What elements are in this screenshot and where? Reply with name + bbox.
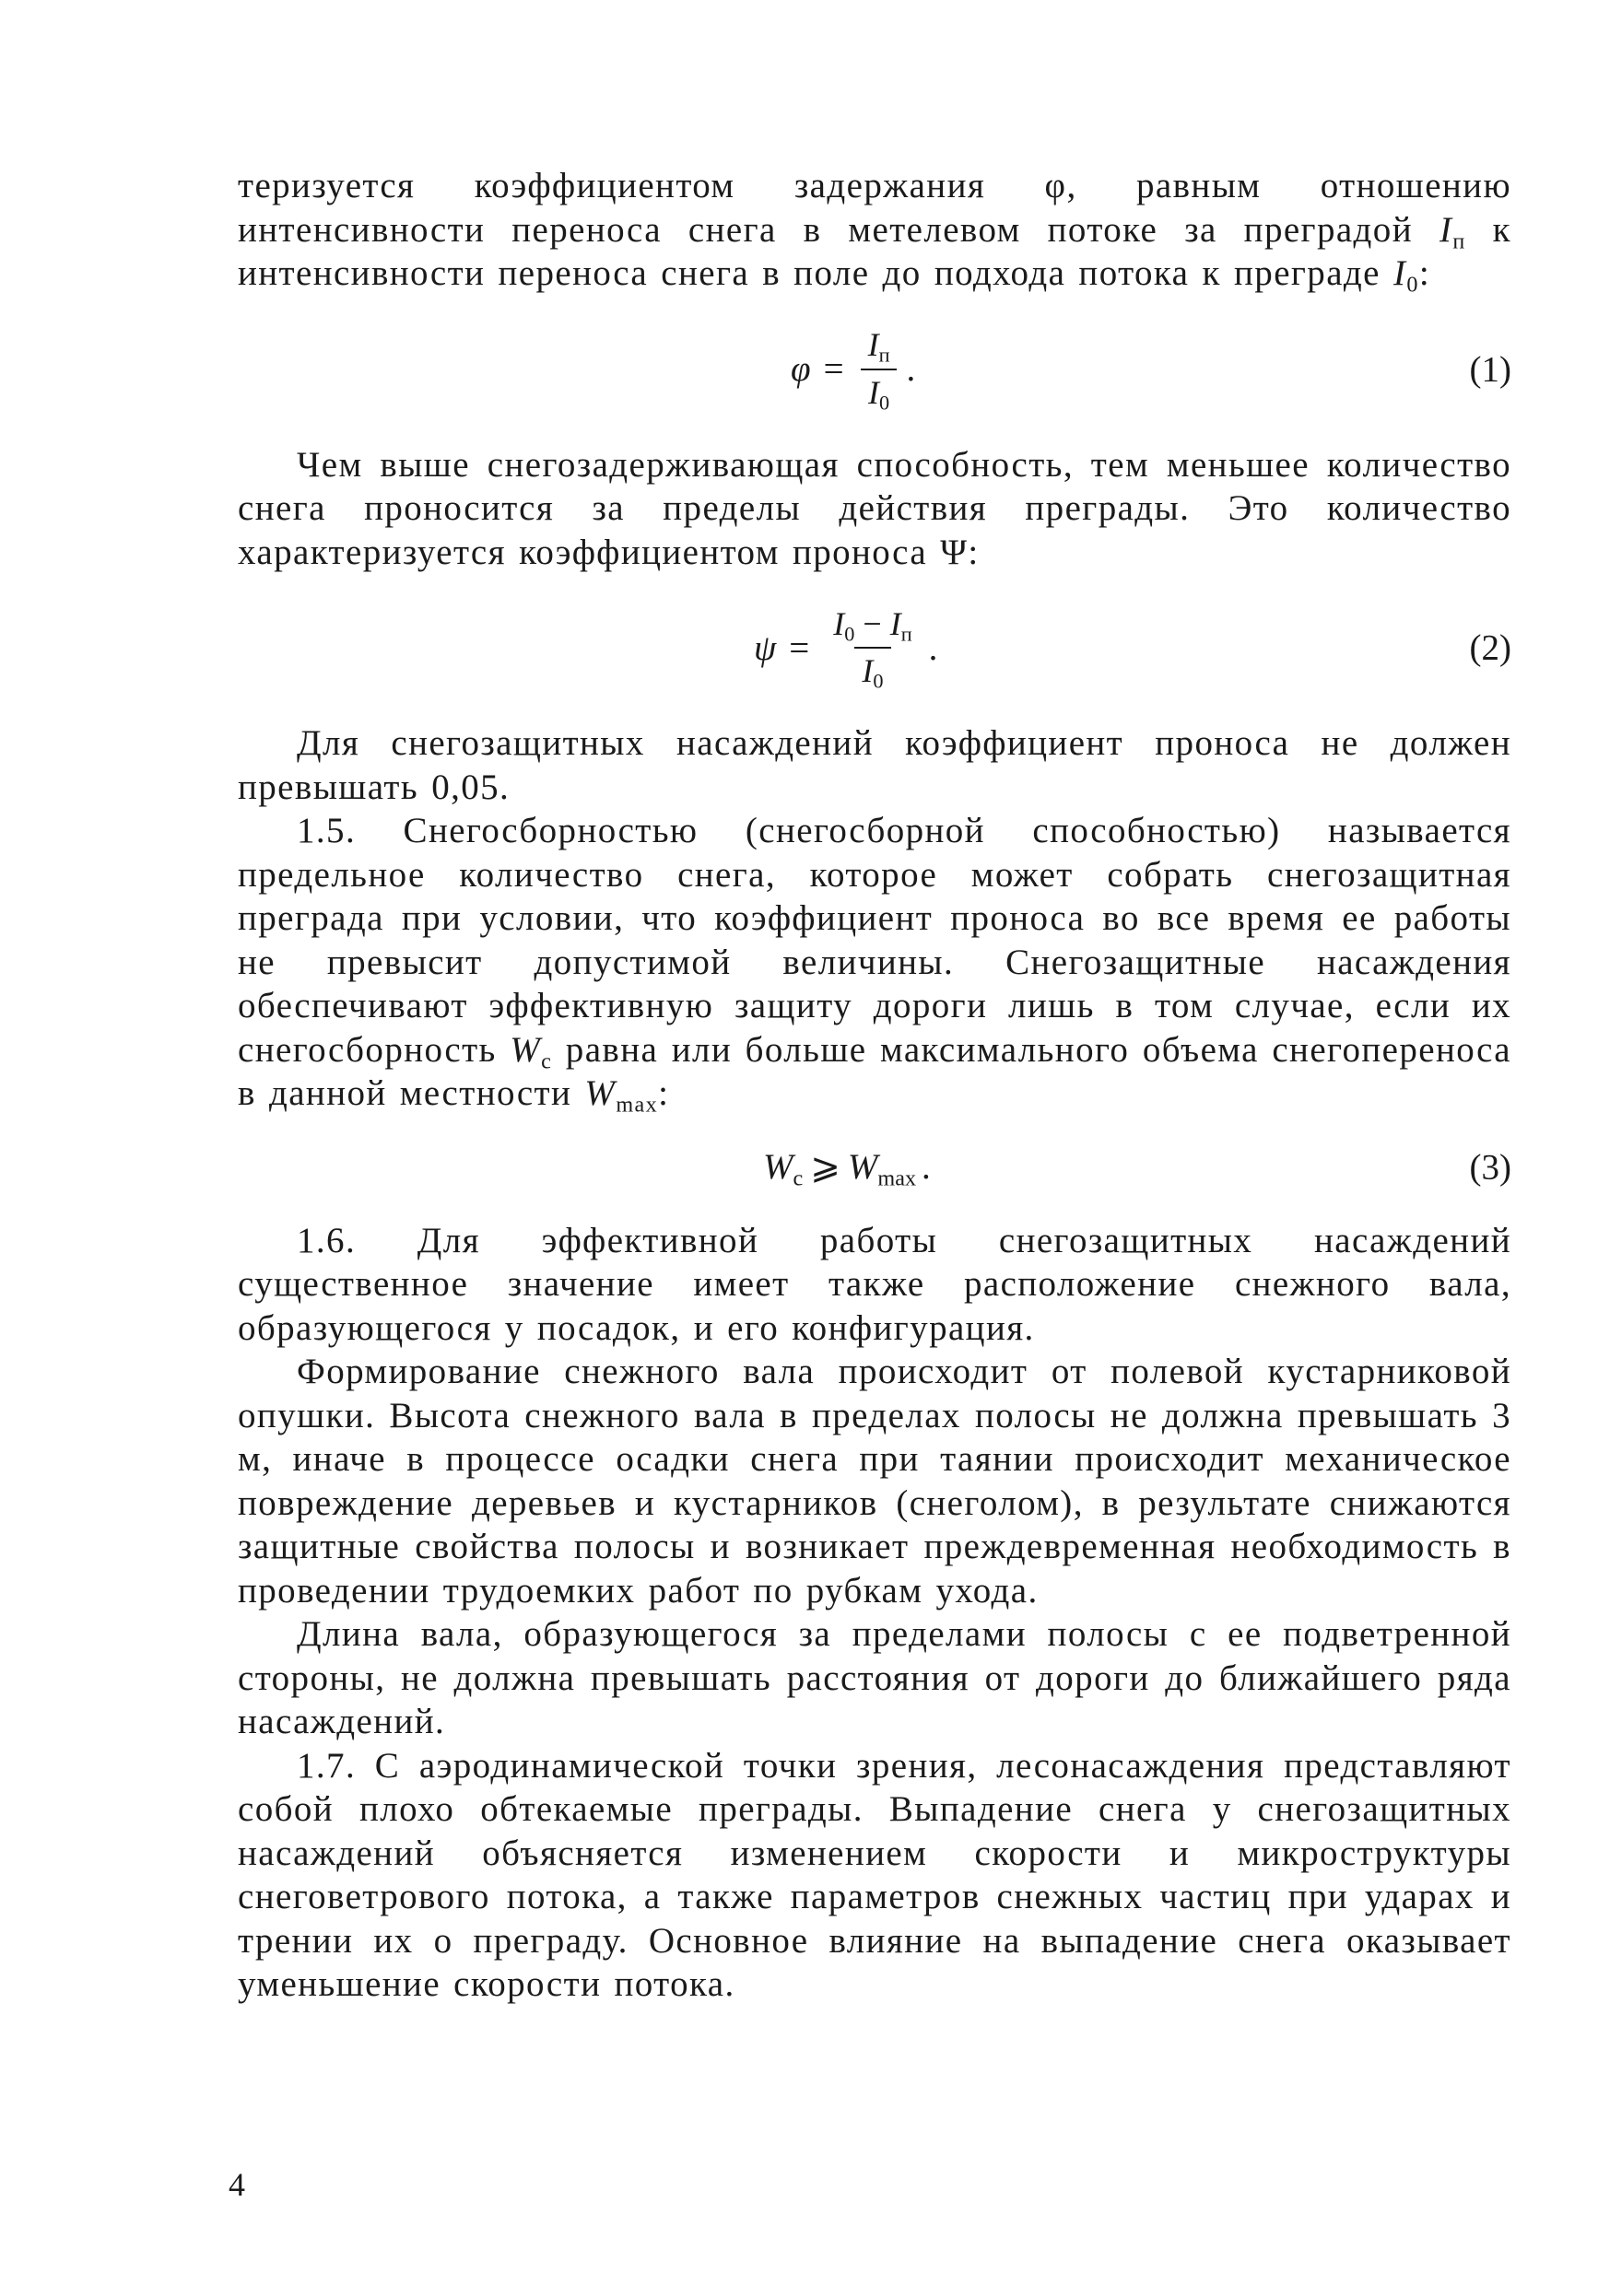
- symbol-i-p: $I_п$: [1439, 209, 1466, 253]
- paragraph-intro: [238, 164, 1511, 296]
- punct: .: [928, 627, 938, 668]
- text-run: к интенсивности переноса снега в поле до подхода потока к преграде: [238, 209, 1512, 293]
- denominator: $I_0$: [861, 369, 897, 412]
- formula-1: [238, 296, 1511, 443]
- text-run: теризуется коэффициентом задержания φ, равным отношению интенсивности переноса снега в метелевом потоке за преградой: [238, 166, 1511, 250]
- equation-number-1: (1): [1469, 349, 1511, 389]
- paragraph-1-6: 1.6. Для эффективной работы снегозащитных насаждений существенное значение имеет также расположение снежного вала, образующегося у посадок, и его конфигурация.: [238, 1220, 1511, 1348]
- equals-sign: =: [789, 627, 810, 668]
- psi-symbol: ψ: [754, 627, 777, 668]
- formula-2: [238, 574, 1511, 721]
- symbol-w-c: $W_с$: [510, 1029, 553, 1073]
- fraction: [826, 605, 919, 691]
- punct: :: [1418, 253, 1431, 293]
- paragraph-snow-bank: Формирование снежного вала происходит от полевой кустарниковой опушки. Высота снежного вала в пределах полосы не должна превышать 3 м, иначе в процессе осадки снега при таянии происходит механическое повреждение деревьев и кустарников (снеголом), в результате снижаются защитные свойства полосы и возникает преждевременная необходимость в проведении трудоемких работ по рубкам ухода.: [238, 1352, 1511, 1611]
- equals-sign: =: [823, 349, 844, 389]
- geq-sign: ⩾: [810, 1147, 840, 1187]
- paragraph-1-5: [238, 809, 1511, 1116]
- denominator: $I_0$: [854, 647, 890, 690]
- formula-3: [238, 1116, 1511, 1219]
- equation-number-2: (2): [1469, 627, 1511, 668]
- fraction: [861, 326, 898, 415]
- paragraph-coefficient-limit: Для снегозащитных насаждений коэффициент проноса не должен превышать 0,05.: [238, 723, 1511, 807]
- paragraph-bank-length: Длина вала, образующегося за пределами полосы с ее подветренной стороны, не должна превышать расстояния от дороги до ближайшего ряда насаждений.: [238, 1614, 1511, 1741]
- numerator: $I_п$: [867, 326, 890, 367]
- numerator: $I_0 - I_п$: [833, 604, 912, 646]
- symbol-i-0: $I_0$: [1393, 253, 1419, 298]
- page-number: 4: [229, 2166, 245, 2203]
- punct: :: [658, 1073, 670, 1113]
- w-c-term: $W_с$: [763, 1147, 804, 1191]
- symbol-w-max: $W_{max}$: [584, 1073, 659, 1118]
- paragraph-1-7: 1.7. С аэродинамической точки зрения, лесонасаждения представляют собой плохо обтекаемые преграды. Выпадение снега у снегозащитных насаждений объясняется изменением скорости и микроструктуры снеговетрового потока, а также параметров снежных частиц при ударах и трении их о преграду. Основное влияние на выпадение снега оказывает уменьшение скорости потока.: [238, 1745, 1511, 2004]
- equation-number-3: (3): [1469, 1147, 1511, 1187]
- paragraph-snow-retention: Чем выше снегозадерживающая способность, тем меньшее количество снега проносится за пределы действия преграды. Это количество характеризуется коэффициентом проноса Ψ:: [238, 444, 1511, 572]
- punct: .: [906, 349, 916, 389]
- phi-symbol: φ: [791, 349, 811, 389]
- punct: .: [922, 1147, 931, 1187]
- text-run: 1.5. Снегосборностью (снегосборной способностью) называется предельное количество снега, которое может собрать снегозащитная преграда при условии, что коэффициент проноса во все время ее работы не превысит допустимой величины. Снегозащитные насаждения обеспечивают эффективную защиту дороги лишь в том случае, если их снегосборность: [238, 811, 1511, 1070]
- w-max-term: $W_{max}$: [847, 1147, 917, 1191]
- text-run: равна или больше максимального объема снегопереноса в данной местности: [238, 1029, 1511, 1113]
